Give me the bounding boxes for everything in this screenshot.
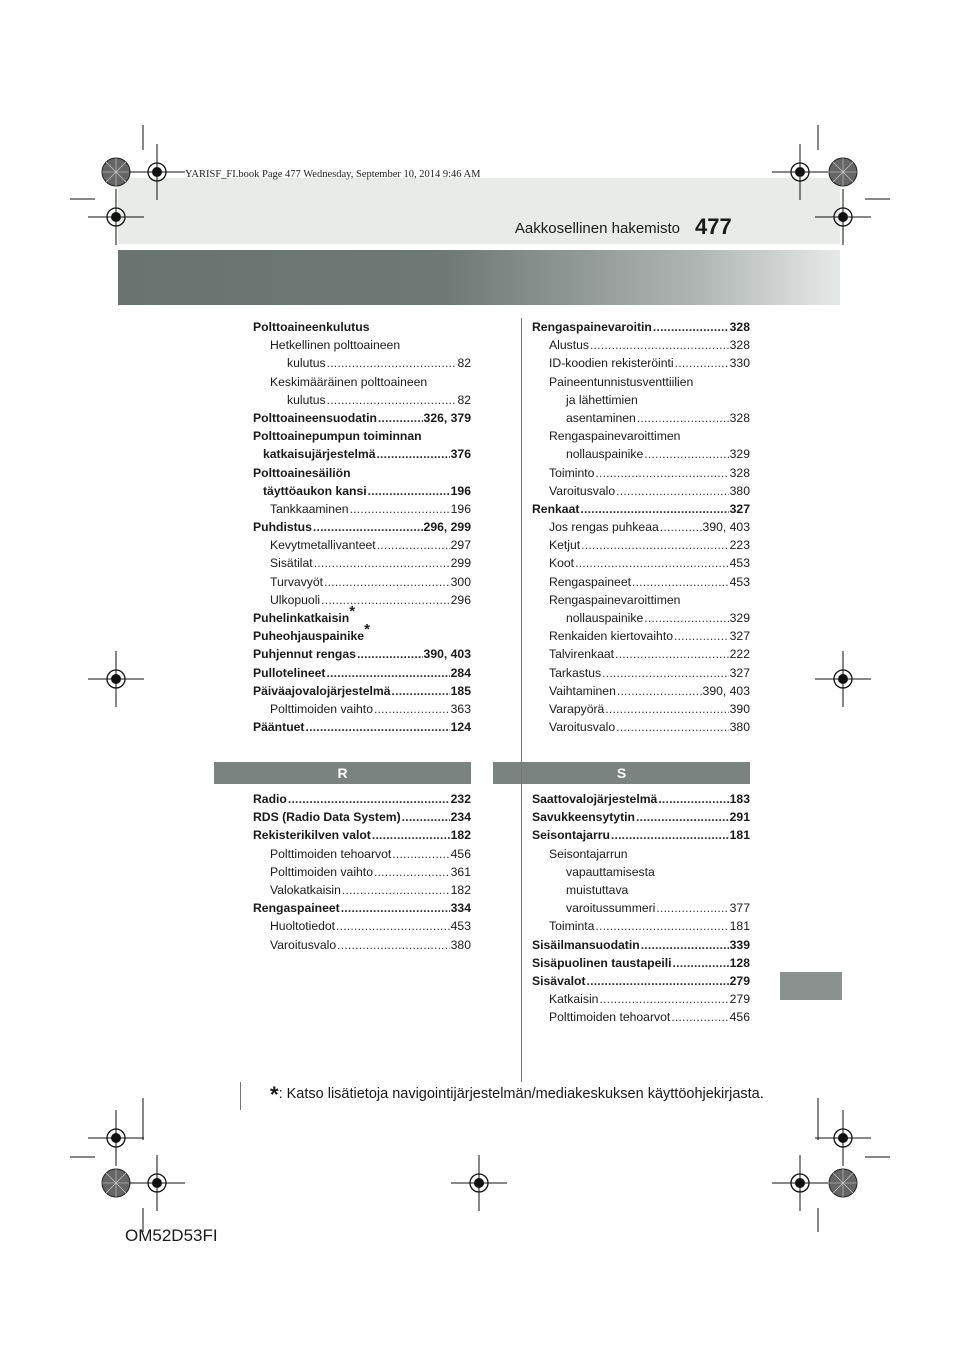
index-entry-page: 376	[450, 447, 471, 462]
registration-sun-bottom-left	[102, 1169, 130, 1197]
registration-sun-bottom-right	[829, 1169, 857, 1197]
index-entry-page: 296, 299	[423, 520, 471, 535]
footnote-star: *	[270, 1082, 279, 1107]
index-entry-term: Päiväajovalojärjestelmä	[253, 683, 391, 698]
index-entry-term: asentaminen	[566, 410, 636, 425]
book-info: YARISF_FI.book Page 477 Wednesday, September 10, 2014 9:46 AM	[185, 169, 481, 180]
index-entry-term: Varapyörä	[549, 701, 605, 716]
index-entry-page: 390	[729, 701, 750, 716]
index-entry-term: Varoitusvalo	[549, 483, 616, 498]
index-entry-page: 181	[729, 919, 750, 934]
index-entry-page: 124	[450, 720, 471, 735]
index-entry-term: Polttimoiden tehoarvot	[270, 846, 392, 861]
index-entry-term: ID-koodien rekisteröinti	[549, 356, 674, 371]
index-entry-page: 291	[729, 810, 750, 825]
index-entry-term: Polttoainepumpun toiminnan	[253, 429, 422, 444]
index-entry-term: Polttoainesäiliön	[253, 465, 351, 480]
index-entry-page: 329	[729, 447, 750, 462]
index-entry-term: Kevytmetallivanteet	[270, 538, 376, 553]
index-entry-term: Rengaspaineet	[253, 901, 340, 916]
index-entry-term: katkaisujärjestelmä	[263, 447, 376, 462]
index-entry-page: 299	[450, 556, 471, 571]
index-entry-term: Radio	[253, 792, 287, 806]
index-entry-term: kulutus	[287, 392, 326, 407]
index-entry-term: Pääntuet	[253, 720, 305, 735]
index-entry-page: 390, 403	[423, 647, 471, 662]
index-entry-term: Paineentunnistusventtiilien	[549, 374, 694, 389]
index-entry-term: Puhjennut rengas	[253, 647, 356, 662]
index-entry-term: Polttimoiden vaihto	[270, 864, 373, 879]
index-entry-term: Katkaisin	[549, 992, 599, 1007]
index-entry-term: Tankkaaminen	[270, 501, 349, 516]
index-entry-page: 456	[729, 1010, 750, 1025]
index-entry-page: 453	[450, 919, 471, 934]
index-entry-page: 183	[729, 792, 750, 806]
index-entry-page: 456	[450, 846, 471, 861]
index-entry-page: 222	[729, 647, 750, 662]
index-entry-term: Sisäpuolinen taustapeili	[532, 955, 672, 970]
index-entry-term: Saattovalojärjestelmä	[532, 792, 658, 806]
index-entry-term: Varoitusvalo	[549, 720, 616, 735]
index-entry-page: 380	[729, 720, 750, 735]
index-entry-page: 390, 403	[702, 683, 750, 698]
index-entry-page: 196	[450, 501, 471, 516]
index-entry-page: 223	[729, 538, 750, 553]
index-entry-term: Jos rengas puhkeaa	[549, 520, 659, 535]
index-entry-page: 380	[729, 483, 750, 498]
index-entry-term: Puhdistus	[253, 520, 312, 535]
index-entry-page: 327	[729, 665, 750, 680]
index-entry-page: 328	[729, 410, 750, 425]
index-entry-term: vapauttamisesta	[566, 864, 655, 879]
index-entry-term: Ketjut	[549, 538, 581, 553]
asterisk-marker: *	[349, 602, 356, 620]
index-entry-term: Toiminto	[549, 465, 595, 480]
index-entry-term: Polttoaineensuodatin	[253, 410, 377, 425]
index-entry-page: 453	[729, 574, 750, 589]
index-entry-term: Rengaspainevaroittimen	[549, 592, 681, 607]
index-entry-page: 296	[450, 592, 471, 607]
index-entry-page: 327	[729, 501, 750, 516]
index-entry-page: 300	[450, 574, 471, 589]
registration-sun-top-right	[829, 158, 857, 186]
index-entry-term: Polttimoiden vaihto	[270, 701, 373, 716]
index-entry-term: Turvavyöt	[270, 574, 324, 589]
index-entry-page: 82	[457, 356, 471, 371]
index-entry-term: Hetkellinen polttoaineen	[270, 338, 401, 353]
index-entry-page: 185	[450, 683, 471, 698]
index-entry-term: Talvirenkaat	[549, 647, 615, 662]
index-entry-page: 232	[450, 792, 471, 806]
index-entry-term: Keskimääräinen polttoaineen	[270, 374, 428, 389]
index-entry-term: Rekisterikilven valot	[253, 828, 371, 843]
index-entry-page: 196	[450, 483, 471, 498]
index-entry-term: täyttöaukon kansi	[263, 483, 367, 498]
index-entry-page: 182	[450, 882, 471, 897]
index-entry-term: Vaihtaminen	[549, 683, 616, 698]
index-entry-page: 328	[729, 338, 750, 353]
index-entry-term: varoitussummeri	[566, 901, 656, 916]
index-entry-page: 328	[729, 465, 750, 480]
index-entry-page: 380	[450, 937, 471, 952]
index-entry-page: 327	[729, 629, 750, 644]
index-entry-term: Koot	[549, 556, 575, 571]
index-entry-page: 297	[450, 538, 471, 553]
index-entry-page: 361	[450, 864, 471, 879]
index-entry-term: nollauspainike	[566, 611, 644, 625]
document-code: OM52D53FI	[125, 1226, 218, 1245]
index-entry-page: 182	[450, 828, 471, 843]
index-entry-page: 326, 379	[423, 410, 471, 425]
index-entry-page: 328	[729, 320, 750, 334]
index-entry-page: 453	[729, 556, 750, 571]
index-entry-term: Puhelinkatkaisin	[253, 611, 350, 625]
index-entry-term: Renkaiden kiertovaihto	[549, 629, 673, 644]
section-header-r: R	[214, 762, 471, 784]
index-entry-page: 390, 403	[702, 520, 750, 535]
index-entry-page: 377	[729, 901, 750, 916]
page-number: 477	[695, 214, 732, 239]
index-entry-term: kulutus	[287, 356, 326, 371]
index-entry-term: muistuttava	[566, 882, 629, 897]
index-entry-page: 234	[450, 810, 471, 825]
index-entry-term: Renkaat	[532, 501, 580, 516]
index-entry-term: Puheohjauspainike	[253, 629, 365, 644]
index-entry-term: Rengaspainevaroitin	[532, 320, 652, 334]
index-entry-page: 82	[457, 392, 471, 407]
index-entry-term: Seisontajarrun	[549, 846, 628, 861]
index-entry-term: Polttoaineenkulutus	[253, 320, 370, 334]
index-entry-term: nollauspainike	[566, 447, 644, 462]
page-title: Aakkosellinen hakemisto	[514, 220, 680, 237]
index-entry-page: 279	[729, 973, 750, 988]
index-entry-term: Toiminta	[549, 919, 595, 934]
index-entry-term: Rengaspaineet	[549, 574, 631, 589]
registration-sun-top-left	[102, 158, 130, 186]
index-entry-term: Tarkastus	[549, 665, 602, 680]
index-entry-page: 279	[729, 992, 750, 1007]
index-entry-page: 330	[729, 356, 750, 371]
index-entry-term: Savukkeensytytin	[532, 810, 635, 825]
index-entry-term: Alustus	[549, 338, 589, 353]
index-entry-term: Sisätilat	[270, 556, 313, 571]
index-entry-term: ja lähettimien	[566, 392, 638, 407]
index-entry-term: Sisävalot	[532, 973, 586, 988]
index-entry-term: Polttimoiden tehoarvot	[549, 1010, 671, 1025]
section-header-s: S	[493, 762, 750, 784]
index-entry-page: 339	[729, 937, 750, 952]
footnote-text: : Katso lisätietoja navigointijärjestelmän/mediakeskuksen käyttöohjekirjasta.	[278, 1086, 764, 1102]
index-entry-term: Rengaspainevaroittimen	[549, 429, 681, 444]
index-entry-page: 181	[729, 828, 750, 843]
asterisk-marker: *	[364, 621, 370, 639]
index-entry-term: RDS (Radio Data System)	[253, 810, 401, 825]
index-entry-term: Pullotelineet	[253, 665, 326, 680]
index-entry-page: 363	[450, 701, 471, 716]
index-entry-page: 284	[450, 665, 471, 680]
index-entry-term: Huoltotiedot	[270, 919, 336, 934]
index-entry-term: Valokatkaisin	[270, 882, 341, 897]
index-entry-page: 329	[729, 611, 750, 625]
index-entry-term: Varoitusvalo	[270, 937, 337, 952]
index-entry-term: Ulkopuoli	[270, 592, 321, 607]
index-entry-term: Seisontajarru	[532, 828, 610, 843]
index-entry-page: 128	[729, 955, 750, 970]
index-entry-page: 334	[450, 901, 471, 916]
index-entry-term: Sisäilmansuodatin	[532, 937, 640, 952]
